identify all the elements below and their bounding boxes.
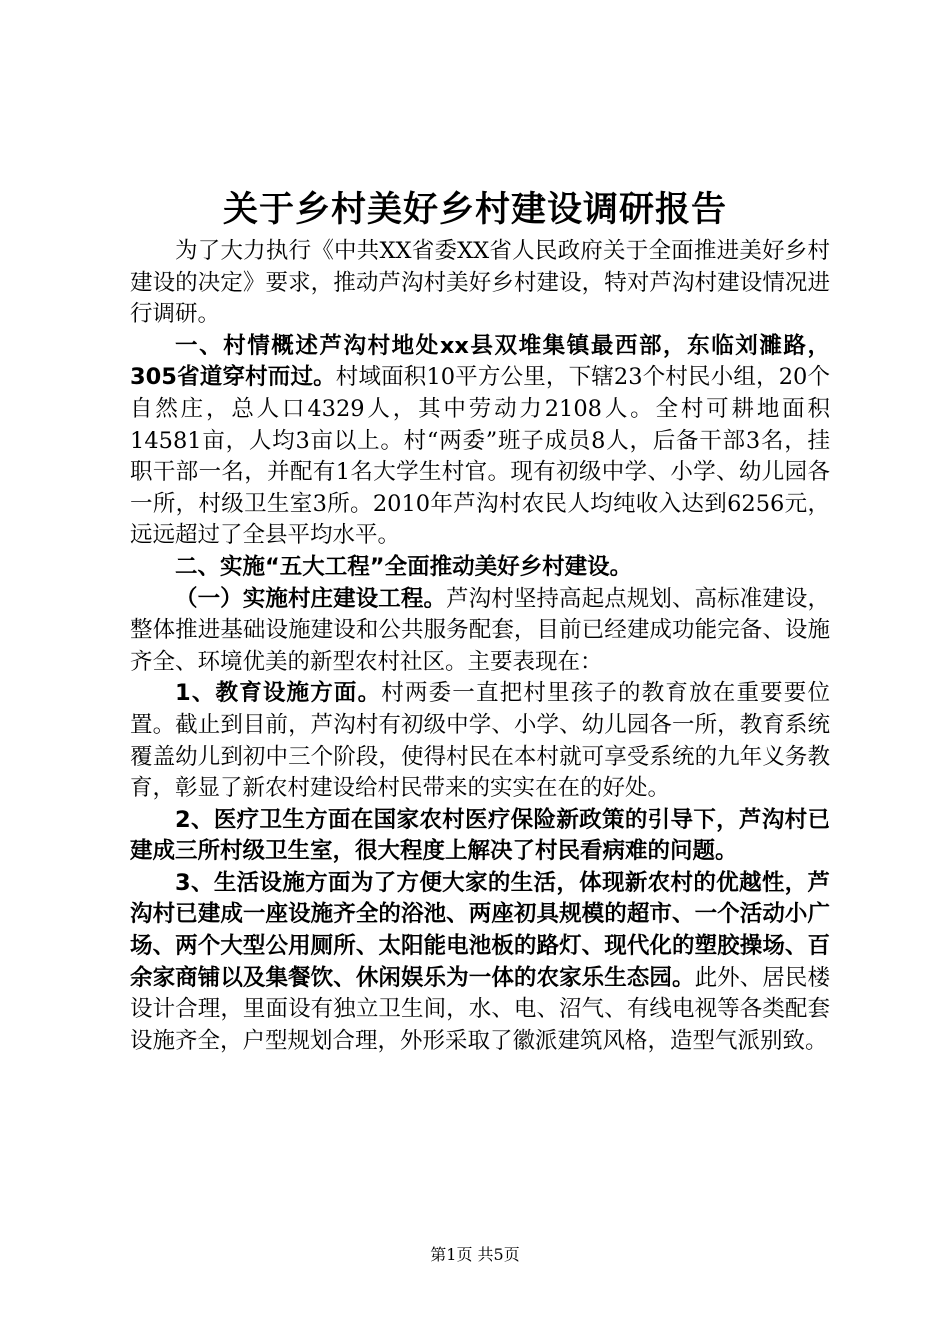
paragraph-education — [130, 678, 830, 804]
paragraph-village-construction — [130, 584, 830, 679]
paragraph-medical — [130, 805, 830, 868]
page-number: 第1页 共5页 — [430, 1245, 520, 1264]
heading-five-projects: 二、实施“五大工程”全面推动美好乡村建设。 — [175, 553, 633, 580]
paragraph-village-overview-text: 村域面积10平方公里，下辖23个村民小组，20个自然庄，总人口4329人，其中劳动力2108人。全村可耕地面积14581亩，人均3亩以上。村“两委”班子成员8人，后备干部3名，挂职干部一名，并配有1名大学生村官。现有初级中学、小学、幼儿园各一所，村级卫生室3所。2010年芦沟村农民人均纯收入达到6256元，远远超过了全县平均水平。 — [130, 364, 830, 549]
paragraph-living-facilities-text: 此外、居民楼设计合理，里面设有独立卫生间，水、电、沼气、有线电视等各类配套设施齐全，户型规划合理，外形采取了徽派建筑风格，造型气派别致。 — [130, 964, 830, 1054]
document-title: 关于乡村美好乡村建设调研报告 — [222, 190, 727, 230]
heading-living-facilities: 3、生活设施方面为了方便大家的生活，体现新农村的优越性，芦沟村已建成一座设施齐全的浴池、两座初具规模的超市、一个活动小广场、两个大型公用厕所、太阳能电池板的路灯、现代化的塑胶操场、百余家商铺以及集餐饮、休闲娱乐为一体的农家乐生态园。 — [130, 869, 830, 991]
heading-medical: 2、医疗卫生方面在国家农村医疗保险新政策的引导下，芦沟村已建成三所村级卫生室，很大程度上解决了村民看病难的问题。 — [130, 806, 830, 865]
paragraph-intro — [130, 236, 830, 331]
heading-education: 1、教育设施方面。 — [175, 680, 382, 707]
document-body — [130, 236, 830, 1057]
paragraph-village-overview — [130, 331, 830, 552]
paragraph-education-text: 村两委一直把村里孩子的教育放在重要要位置。截止到目前，芦沟村有初级中学、小学、幼儿园各一所，教育系统覆盖幼儿到初中三个阶段，使得村民在本村就可享受系统的九年义务教育，彰显了新农村建设给村民带来的实实在在的好处。 — [130, 680, 830, 802]
heading-village-construction: （一）实施村庄建设工程。 — [175, 585, 447, 612]
paragraph-living-facilities — [130, 868, 830, 1058]
paragraph-five-projects — [130, 552, 830, 584]
paragraph-intro-text: 为了大力执行《中共XX省委XX省人民政府关于全面推进美好乡村建设的决定》要求，推动芦沟村美好乡村建设，特对芦沟村建设情况进行调研。 — [130, 238, 830, 328]
heading-village-overview: 一、村情概述芦沟村地处xx县双堆集镇最西部，东临刘濉路，305省道穿村而过。 — [130, 332, 830, 391]
paragraph-village-construction-text: 芦沟村坚持高起点规划、高标准建设，整体推进基础设施建设和公共服务配套，目前已经建成功能完备、设施齐全、环境优美的新型农村社区。主要表现在： — [130, 585, 830, 675]
